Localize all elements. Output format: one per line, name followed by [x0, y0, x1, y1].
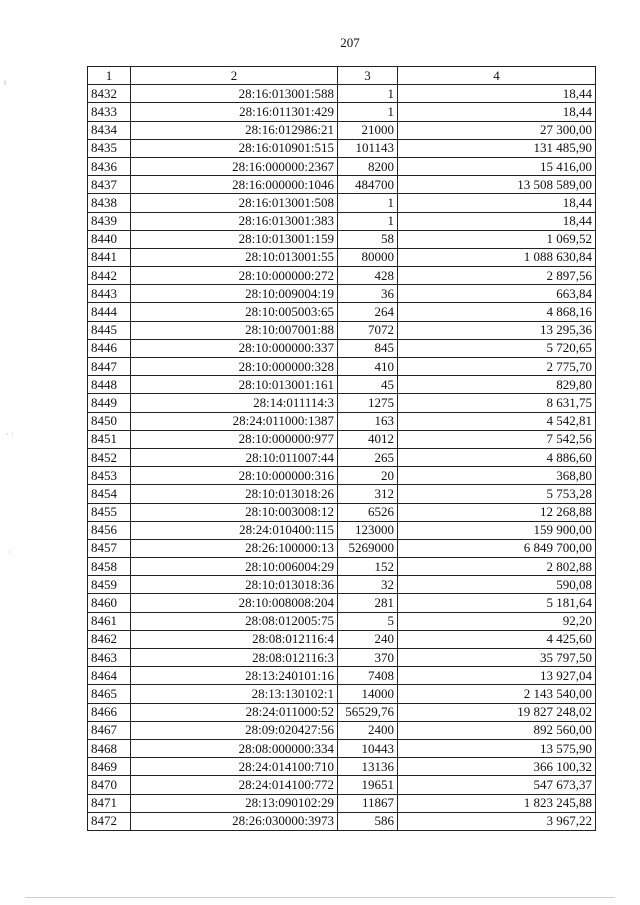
cadastral-number-cell: 28:10:008008:204 [131, 594, 338, 612]
amount-cell: 892 560,00 [398, 721, 596, 739]
quantity-cell: 370 [338, 649, 398, 667]
quantity-cell: 7072 [338, 321, 398, 339]
row-number-cell: 8470 [88, 776, 131, 794]
amount-cell: 5 753,28 [398, 485, 596, 503]
cadastral-number-cell: 28:24:014100:710 [131, 758, 338, 776]
cadastral-number-cell: 28:08:000000:334 [131, 739, 338, 757]
amount-cell: 3 967,22 [398, 812, 596, 830]
table-row [88, 103, 596, 121]
row-number-cell: 8465 [88, 685, 131, 703]
margin-speck: ı [4, 78, 7, 87]
amount-cell: 13 295,36 [398, 321, 596, 339]
table-row [88, 358, 596, 376]
amount-cell: 2 897,56 [398, 267, 596, 285]
cadastral-number-cell: 28:14:011114:3 [131, 394, 338, 412]
row-number-cell: 8451 [88, 430, 131, 448]
quantity-cell: 281 [338, 594, 398, 612]
table-row [88, 176, 596, 194]
row-number-cell: 8472 [88, 812, 131, 830]
cadastral-number-cell: 28:13:240101:16 [131, 667, 338, 685]
quantity-cell: 14000 [338, 685, 398, 703]
cadastral-number-cell: 28:16:012986:21 [131, 121, 338, 139]
cadastral-number-cell: 28:10:013018:26 [131, 485, 338, 503]
quantity-cell: 101143 [338, 139, 398, 157]
header-col-1: 1 [88, 67, 131, 85]
header-col-2: 2 [131, 67, 338, 85]
amount-cell: 5 181,64 [398, 594, 596, 612]
amount-cell: 92,20 [398, 612, 596, 630]
cadastral-number-cell: 28:09:020427:56 [131, 721, 338, 739]
cadastral-number-cell: 28:13:130102:1 [131, 685, 338, 703]
row-number-cell: 8445 [88, 321, 131, 339]
amount-cell: 366 100,32 [398, 758, 596, 776]
table-row [88, 339, 596, 357]
quantity-cell: 586 [338, 812, 398, 830]
amount-cell: 18,44 [398, 103, 596, 121]
quantity-cell: 484700 [338, 176, 398, 194]
table-row [88, 248, 596, 266]
amount-cell: 590,08 [398, 576, 596, 594]
quantity-cell: 6526 [338, 503, 398, 521]
amount-cell: 1 088 630,84 [398, 248, 596, 266]
quantity-cell: 58 [338, 230, 398, 248]
amount-cell: 1 069,52 [398, 230, 596, 248]
header-col-3: 3 [338, 67, 398, 85]
cadastral-number-cell: 28:10:013018:36 [131, 576, 338, 594]
amount-cell: 2 143 540,00 [398, 685, 596, 703]
table-row [88, 157, 596, 175]
quantity-cell: 80000 [338, 248, 398, 266]
cadastral-number-cell: 28:10:005003:65 [131, 303, 338, 321]
row-number-cell: 8432 [88, 85, 131, 103]
row-number-cell: 8448 [88, 376, 131, 394]
cadastral-number-cell: 28:16:011301:429 [131, 103, 338, 121]
cadastral-number-cell: 28:08:012116:3 [131, 649, 338, 667]
quantity-cell: 5 [338, 612, 398, 630]
table-body [88, 85, 596, 831]
table-row [88, 685, 596, 703]
amount-cell: 131 485,90 [398, 139, 596, 157]
quantity-cell: 264 [338, 303, 398, 321]
row-number-cell: 8471 [88, 794, 131, 812]
table-row [88, 776, 596, 794]
quantity-cell: 13136 [338, 758, 398, 776]
quantity-cell: 1 [338, 212, 398, 230]
table-row [88, 649, 596, 667]
row-number-cell: 8449 [88, 394, 131, 412]
table-row [88, 430, 596, 448]
amount-cell: 15 416,00 [398, 157, 596, 175]
header-col-4: 4 [398, 67, 596, 85]
table-row [88, 576, 596, 594]
amount-cell: 368,80 [398, 467, 596, 485]
table-row [88, 667, 596, 685]
amount-cell: 35 797,50 [398, 649, 596, 667]
row-number-cell: 8460 [88, 594, 131, 612]
table-row [88, 321, 596, 339]
amount-cell: 13 575,90 [398, 739, 596, 757]
land-registry-table [87, 66, 596, 831]
table-row [88, 503, 596, 521]
cadastral-number-cell: 28:26:100000:13 [131, 539, 338, 557]
quantity-cell: 1 [338, 103, 398, 121]
quantity-cell: 265 [338, 448, 398, 466]
quantity-cell: 45 [338, 376, 398, 394]
quantity-cell: 56529,76 [338, 703, 398, 721]
table-row [88, 230, 596, 248]
table-row [88, 212, 596, 230]
row-number-cell: 8433 [88, 103, 131, 121]
amount-cell: 4 868,16 [398, 303, 596, 321]
cadastral-number-cell: 28:16:000000:2367 [131, 157, 338, 175]
cadastral-number-cell: 28:10:013001:55 [131, 248, 338, 266]
quantity-cell: 410 [338, 358, 398, 376]
row-number-cell: 8464 [88, 667, 131, 685]
quantity-cell: 19651 [338, 776, 398, 794]
amount-cell: 159 900,00 [398, 521, 596, 539]
cadastral-number-cell: 28:16:013001:383 [131, 212, 338, 230]
row-number-cell: 8456 [88, 521, 131, 539]
row-number-cell: 8439 [88, 212, 131, 230]
table-row [88, 448, 596, 466]
cadastral-number-cell: 28:10:000000:337 [131, 339, 338, 357]
cadastral-number-cell: 28:24:010400:115 [131, 521, 338, 539]
cadastral-number-cell: 28:10:000000:977 [131, 430, 338, 448]
quantity-cell: 4012 [338, 430, 398, 448]
amount-cell: 27 300,00 [398, 121, 596, 139]
row-number-cell: 8446 [88, 339, 131, 357]
cadastral-number-cell: 28:08:012005:75 [131, 612, 338, 630]
table-row [88, 739, 596, 757]
quantity-cell: 36 [338, 285, 398, 303]
quantity-cell: 1 [338, 85, 398, 103]
amount-cell: 2 802,88 [398, 558, 596, 576]
table-row [88, 812, 596, 830]
amount-cell: 19 827 248,02 [398, 703, 596, 721]
cadastral-number-cell: 28:10:003008:12 [131, 503, 338, 521]
table-row [88, 721, 596, 739]
table-row [88, 758, 596, 776]
amount-cell: 7 542,56 [398, 430, 596, 448]
amount-cell: 8 631,75 [398, 394, 596, 412]
quantity-cell: 152 [338, 558, 398, 576]
cadastral-number-cell: 28:10:006004:29 [131, 558, 338, 576]
row-number-cell: 8463 [88, 649, 131, 667]
row-number-cell: 8434 [88, 121, 131, 139]
cadastral-number-cell: 28:24:014100:772 [131, 776, 338, 794]
row-number-cell: 8454 [88, 485, 131, 503]
row-number-cell: 8457 [88, 539, 131, 557]
row-number-cell: 8452 [88, 448, 131, 466]
row-number-cell: 8447 [88, 358, 131, 376]
quantity-cell: 428 [338, 267, 398, 285]
row-number-cell: 8458 [88, 558, 131, 576]
row-number-cell: 8459 [88, 576, 131, 594]
table-row [88, 303, 596, 321]
row-number-cell: 8438 [88, 194, 131, 212]
table-row [88, 376, 596, 394]
row-number-cell: 8462 [88, 630, 131, 648]
cadastral-number-cell: 28:16:013001:508 [131, 194, 338, 212]
amount-cell: 18,44 [398, 212, 596, 230]
table-row [88, 285, 596, 303]
cadastral-number-cell: 28:26:030000:3973 [131, 812, 338, 830]
cadastral-number-cell: 28:16:013001:588 [131, 85, 338, 103]
table-row [88, 594, 596, 612]
cadastral-number-cell: 28:10:013001:161 [131, 376, 338, 394]
amount-cell: 829,80 [398, 376, 596, 394]
table-row [88, 521, 596, 539]
row-number-cell: 8443 [88, 285, 131, 303]
row-number-cell: 8441 [88, 248, 131, 266]
table-row [88, 539, 596, 557]
row-number-cell: 8455 [88, 503, 131, 521]
row-number-cell: 8467 [88, 721, 131, 739]
row-number-cell: 8450 [88, 412, 131, 430]
amount-cell: 12 268,88 [398, 503, 596, 521]
row-number-cell: 8437 [88, 176, 131, 194]
cadastral-number-cell: 28:10:013001:159 [131, 230, 338, 248]
amount-cell: 18,44 [398, 85, 596, 103]
cadastral-number-cell: 28:10:009004:19 [131, 285, 338, 303]
quantity-cell: 123000 [338, 521, 398, 539]
cadastral-number-cell: 28:10:000000:272 [131, 267, 338, 285]
quantity-cell: 7408 [338, 667, 398, 685]
amount-cell: 1 823 245,88 [398, 794, 596, 812]
cadastral-number-cell: 28:24:011000:1387 [131, 412, 338, 430]
quantity-cell: 5269000 [338, 539, 398, 557]
table-row [88, 194, 596, 212]
table-row [88, 85, 596, 103]
quantity-cell: 20 [338, 467, 398, 485]
cadastral-number-cell: 28:16:000000:1046 [131, 176, 338, 194]
page-edge-line [25, 897, 615, 898]
margin-speck: · [8, 548, 11, 557]
table-row [88, 394, 596, 412]
amount-cell: 4 886,60 [398, 448, 596, 466]
table-row [88, 412, 596, 430]
table-row [88, 794, 596, 812]
amount-cell: 4 542,81 [398, 412, 596, 430]
cadastral-number-cell: 28:10:000000:328 [131, 358, 338, 376]
header-row [88, 67, 596, 85]
quantity-cell: 312 [338, 485, 398, 503]
row-number-cell: 8435 [88, 139, 131, 157]
amount-cell: 663,84 [398, 285, 596, 303]
quantity-cell: 2400 [338, 721, 398, 739]
quantity-cell: 163 [338, 412, 398, 430]
row-number-cell: 8468 [88, 739, 131, 757]
quantity-cell: 8200 [338, 157, 398, 175]
row-number-cell: 8469 [88, 758, 131, 776]
quantity-cell: 1275 [338, 394, 398, 412]
amount-cell: 4 425,60 [398, 630, 596, 648]
row-number-cell: 8444 [88, 303, 131, 321]
row-number-cell: 8442 [88, 267, 131, 285]
table-row [88, 612, 596, 630]
amount-cell: 18,44 [398, 194, 596, 212]
page-number: 207 [340, 35, 360, 50]
amount-cell: 5 720,65 [398, 339, 596, 357]
row-number-cell: 8436 [88, 157, 131, 175]
cadastral-number-cell: 28:10:007001:88 [131, 321, 338, 339]
row-number-cell: 8466 [88, 703, 131, 721]
quantity-cell: 21000 [338, 121, 398, 139]
amount-cell: 13 508 589,00 [398, 176, 596, 194]
table-row [88, 267, 596, 285]
cadastral-number-cell: 28:24:011000:52 [131, 703, 338, 721]
row-number-cell: 8453 [88, 467, 131, 485]
margin-speck: · · [6, 430, 14, 439]
quantity-cell: 32 [338, 576, 398, 594]
cadastral-number-cell: 28:16:010901:515 [131, 139, 338, 157]
cadastral-number-cell: 28:10:011007:44 [131, 448, 338, 466]
amount-cell: 2 775,70 [398, 358, 596, 376]
amount-cell: 13 927,04 [398, 667, 596, 685]
table-row [88, 703, 596, 721]
cadastral-number-cell: 28:13:090102:29 [131, 794, 338, 812]
quantity-cell: 11867 [338, 794, 398, 812]
amount-cell: 547 673,37 [398, 776, 596, 794]
quantity-cell: 10443 [338, 739, 398, 757]
row-number-cell: 8461 [88, 612, 131, 630]
table-row [88, 139, 596, 157]
table-row [88, 485, 596, 503]
table-row [88, 467, 596, 485]
table-row [88, 558, 596, 576]
row-number-cell: 8440 [88, 230, 131, 248]
table-row [88, 121, 596, 139]
amount-cell: 6 849 700,00 [398, 539, 596, 557]
quantity-cell: 1 [338, 194, 398, 212]
cadastral-number-cell: 28:08:012116:4 [131, 630, 338, 648]
quantity-cell: 845 [338, 339, 398, 357]
cadastral-number-cell: 28:10:000000:316 [131, 467, 338, 485]
table-row [88, 630, 596, 648]
quantity-cell: 240 [338, 630, 398, 648]
